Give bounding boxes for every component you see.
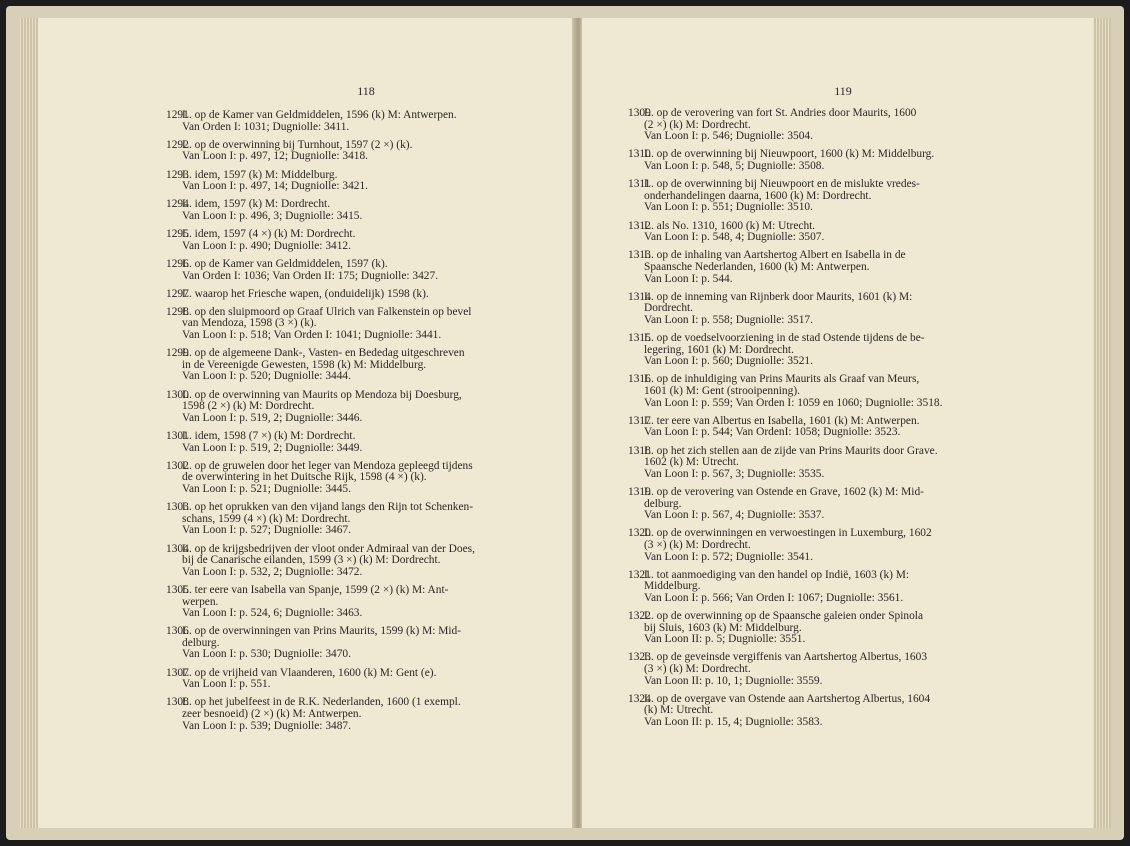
right-page [581,18,1111,828]
catalog-entry [166,259,538,282]
catalog-entry [166,289,538,301]
entry-reference: Van Loon I: p. 548, 5; Dugniolle: 3508. [644,159,825,172]
catalog-entry [166,390,538,425]
entry-description: L. idem, 1597 (k) M: Dordrecht. [182,198,331,211]
catalog-entry [166,431,538,454]
catalog-entry [166,585,538,620]
entry-number: 1301 [166,430,189,442]
entry-reference: Van Loon I: p. 551. [182,678,271,691]
entry-reference: Van Loon I: p. 490; Dugniolle: 3412. [182,239,351,252]
entry-description: L. op de inhuldiging van Prins Maurits als Graaf van Meurs, 1601 (k) M: Gent (strooipenning). [644,373,920,398]
entry-number: 1291 [166,109,189,121]
entry-number: 1312 [628,219,651,232]
entry-reference: Van Loon I: p. 567, 4; Dugniolle: 3537. [644,509,825,522]
catalog-entry [166,502,538,537]
entry-reference: Van Loon I: p. 572; Dugniolle: 3541. [644,550,813,563]
catalog-entry [628,611,1028,646]
entry-description: L. idem, 1598 (7 ×) (k) M: Dordrecht. [182,430,356,442]
entry-number: 1315 [628,332,651,345]
entry-number: 1295 [166,228,189,241]
catalog-entry [628,416,1028,439]
entry-description: L. op de overwinning van Maurits op Mendoza bij Doesburg, 1598 (2 ×) (k) M: Dordrecht. [182,388,462,413]
entry-description: L. op de inneming van Rijnberk door Maurits, 1601 (k) M: Dordrecht. [644,290,913,315]
entry-number: 1303 [166,501,189,514]
entry-number: 1314 [628,290,651,303]
entry-description: L. ter eere van Albertus en Isabella, 1601 (k) M: Antwerpen. [644,414,920,427]
catalog-entry [166,544,538,579]
catalog-entry [628,487,1028,522]
entry-description: L. op de voedselvoorziening in de stad Ostende tijdens de be- legering, 1601 (k) M: Dordrecht. [644,332,925,356]
entry-number: 1297 [166,287,189,300]
catalog-entry [628,250,1028,285]
entry-reference: Van Loon I: p. 548, 4; Dugniolle: 3507. [644,231,825,244]
entry-number: 1320 [628,527,651,540]
entry-number: 1321 [628,568,651,581]
entry-number: 1313 [628,249,651,262]
entry-reference: Van Loon I: p. 539; Dugniolle: 3487. [182,719,351,732]
entry-number: 1316 [628,373,651,386]
entry-reference: Van Loon I: p. 559; Van Orden I: 1059 en 1060; Dugniolle: 3518. [644,396,943,409]
entry-reference: Van Loon I: p. 551; Dugniolle: 3510. [644,201,813,214]
catalog-entry [628,694,1028,729]
catalog-entry [166,170,538,193]
catalog-entry [166,199,538,222]
catalog-entry [628,179,1028,214]
catalog-entry [628,570,1028,605]
catalog-entry [166,668,538,691]
entry-list [166,110,538,739]
page-edges [20,18,38,828]
entry-description: L. op de overwinning op de Spaansche galeien onder Spinola bij Sluis, 1603 (k) M: Middelburg. [644,610,923,634]
entry-number: 1323 [628,651,651,664]
entry-reference: Van Orden I: 1031; Dugniolle: 3411. [182,120,350,133]
entry-list [628,108,1028,735]
entry-number: 1307 [166,666,189,679]
catalog-entry [628,108,1028,143]
entry-number: 1292 [166,138,189,151]
catalog-entry [166,626,538,661]
catalog-entry [628,446,1028,481]
catalog-entry [628,292,1028,327]
entry-reference: Van Loon I: p. 527; Dugniolle: 3467. [182,524,351,537]
entry-number: 1308 [166,696,189,709]
entry-description: L. op de overwinningen en verwoestingen in Luxemburg, 1602 (3 ×) (k) M: Dordrecht. [644,527,932,551]
entry-number: 1318 [628,444,651,457]
catalog-entry [628,221,1028,244]
page-number: 119 [834,84,852,98]
catalog-entry [628,528,1028,563]
entry-description: L. op de Kamer van Geldmiddelen, 1597 (k). [182,257,388,270]
entry-number: 1310 [628,148,651,161]
entry-reference: Van Loon I: p. 521; Dugniolle: 3445. [182,482,351,495]
entry-number: 1300 [166,388,189,401]
entry-number: 1302 [166,459,189,472]
entry-description: L. op de verovering van Ostende en Grave, 1602 (k) M: Mid- delburg. [644,485,924,510]
page-edges [1093,18,1111,828]
entry-description: L. op de overgave van Ostende aan Aartshertog Albertus, 1604 (k) M: Utrecht. [644,692,931,717]
entry-reference: Van Loon I: p. 544. [644,272,733,285]
entry-number: 1311 [628,178,651,191]
entry-reference: Van Loon I: p. 567, 3; Dugniolle: 3535. [644,467,825,480]
entry-reference: Van Loon I: p. 544; Van OrdenI: 1058; Dugniolle: 3523. [644,426,901,439]
entry-number: 1319 [628,485,651,498]
entry-reference: Van Loon I: p. 520; Dugniolle: 3444. [182,370,351,383]
entry-reference: Van Loon I: p. 524, 6; Dugniolle: 3463. [182,607,363,620]
entry-description: L. waarop het Friesche wapen, (onduidelijk) 1598 (k). [182,287,429,300]
entry-number: 1306 [166,625,189,638]
entry-description: L. op de krijgsbedrijven der vloot onder Admiraal van der Does, bij de Canarische eilanden, 1599 (3 ×) (k) M: Dordrecht. [182,542,475,567]
entry-description: L. idem, 1597 (4 ×) (k) M: Dordrecht. [182,228,356,241]
entry-reference: Van Loon I: p. 558; Dugniolle: 3517. [644,313,813,326]
entry-reference: Van Loon II: p. 5; Dugniolle: 3551. [644,633,806,646]
entry-reference: Van Loon I: p. 518; Van Orden I: 1041; Dugniolle: 3441. [182,329,442,342]
entry-description: L. op de Kamer van Geldmiddelen, 1596 (k) M: Antwerpen. [182,109,457,121]
entry-description: L. op de algemeene Dank-, Vasten- en Bededag uitgeschreven in de Vereenigde Gewesten, 1598 (k) M: Middelburg. [182,347,465,371]
entry-number: 1294 [166,198,189,211]
book-spread [6,6,1124,840]
entry-reference: Van Loon I: p. 496, 3; Dugniolle: 3415. [182,209,363,222]
entry-description: L. op den sluipmoord op Graaf Ulrich van Falkenstein op bevel van Mendoza, 1598 (3 ×) (k). [182,305,472,330]
entry-number: 1324 [628,692,651,705]
catalog-entry [628,149,1028,172]
entry-reference: Van Loon I: p. 532, 2; Dugniolle: 3472. [182,565,363,578]
entry-number: 1317 [628,414,651,427]
entry-reference: Van Loon I: p. 519, 2; Dugniolle: 3446. [182,411,363,424]
entry-number: 1304 [166,542,189,555]
entry-reference: Van Loon I: p. 497, 12; Dugniolle: 3418. [182,150,369,163]
entry-reference: Van Loon I: p. 566; Van Orden I: 1067; Dugniolle: 3561. [644,591,904,604]
entry-number: 1293 [166,168,189,181]
entry-description: L. als No. 1310, 1600 (k) M: Utrecht. [644,219,816,232]
entry-number: 1305 [166,583,189,596]
entry-description: L. op de geveinsde vergiffenis van Aartshertog Albertus, 1603 (3 ×) (k) M: Dordrecht. [644,651,928,676]
catalog-entry [166,461,538,496]
entry-description: L. op het oprukken van den vijand langs den Rijn tot Schenken- schans, 1599 (4 ×) (k) M: Dordrecht. [182,501,474,525]
catalog-entry [166,307,538,342]
entry-reference: Van Loon I: p. 530; Dugniolle: 3470. [182,648,351,661]
catalog-entry [166,110,538,133]
entry-description: L. ter eere van Isabella van Spanje, 1599 (2 ×) (k) M: Ant- werpen. [182,583,449,608]
entry-description: L. op de inhaling van Aartshertog Albert en Isabella in de Spaansche Nederlanden, 1600 (k) M: Antwerpen. [644,249,906,273]
entry-description: L. op de verovering van fort St. Andries door Maurits, 1600 (2 ×) (k) M: Dordrecht. [644,107,917,131]
entry-reference: Van Loon II: p. 15, 4; Dugniolle: 3583. [644,716,823,729]
entry-description: L. op het jubelfeest in de R.K. Nederlanden, 1600 (1 exempl. zeer besnoeid) (2 ×) (k) M: Antwerpen. [182,696,461,721]
entry-description: L. op de overwinning bij Nieuwpoort, 1600 (k) M: Middelburg. [644,148,935,161]
entry-number: 1322 [628,610,651,623]
entry-reference: Van Loon I: p. 519, 2; Dugniolle: 3449. [182,441,363,454]
entry-number: 1296 [166,257,189,270]
entry-description: L. op de overwinning bij Nieuwpoort en de mislukte vredes- onderhandelingen daarna, 1600 (k) M: Dordrecht. [644,178,920,202]
entry-reference: Van Loon II: p. 10, 1; Dugniolle: 3559. [644,674,823,687]
entry-description: L. op de vrijheid van Vlaanderen, 1600 (k) M: Gent (e). [182,666,437,679]
page-number: 118 [357,84,375,98]
catalog-entry [628,333,1028,368]
entry-description: L. op de gruwelen door het leger van Mendoza gepleegd tijdens de overwintering in het Duitsche Rijk, 1598 (4 ×) (k). [182,459,473,484]
entry-reference: Van Orden I: 1036; Van Orden II: 175; Dugniolle: 3427. [182,269,439,282]
entry-description: L. tot aanmoediging van den handel op Indië, 1603 (k) M: Middelburg. [644,568,910,593]
catalog-entry [166,140,538,163]
catalog-entry [628,652,1028,687]
entry-number: 1299 [166,347,189,360]
entry-description: L. op de overwinning bij Turnhout, 1597 (2 ×) (k). [182,138,413,151]
entry-description: L. op het zich stellen aan de zijde van Prins Maurits door Grave. 1602 (k) M: Utrecht. [644,444,938,469]
entry-reference: Van Loon I: p. 497, 14; Dugniolle: 3421. [182,180,369,193]
entry-reference: Van Loon I: p. 560; Dugniolle: 3521. [644,355,813,368]
catalog-entry [166,229,538,252]
catalog-entry [628,374,1028,409]
entry-number: 1298 [166,305,189,318]
catalog-entry [166,348,538,383]
left-page [20,18,575,828]
catalog-entry [166,697,538,732]
entry-description: L. idem, 1597 (k) M: Middelburg. [182,168,338,181]
entry-number: 1309 [628,107,651,119]
entry-reference: Van Loon I: p. 546; Dugniolle: 3504. [644,130,813,143]
entry-description: L. op de overwinningen van Prins Maurits, 1599 (k) M: Mid- delburg. [182,625,462,649]
